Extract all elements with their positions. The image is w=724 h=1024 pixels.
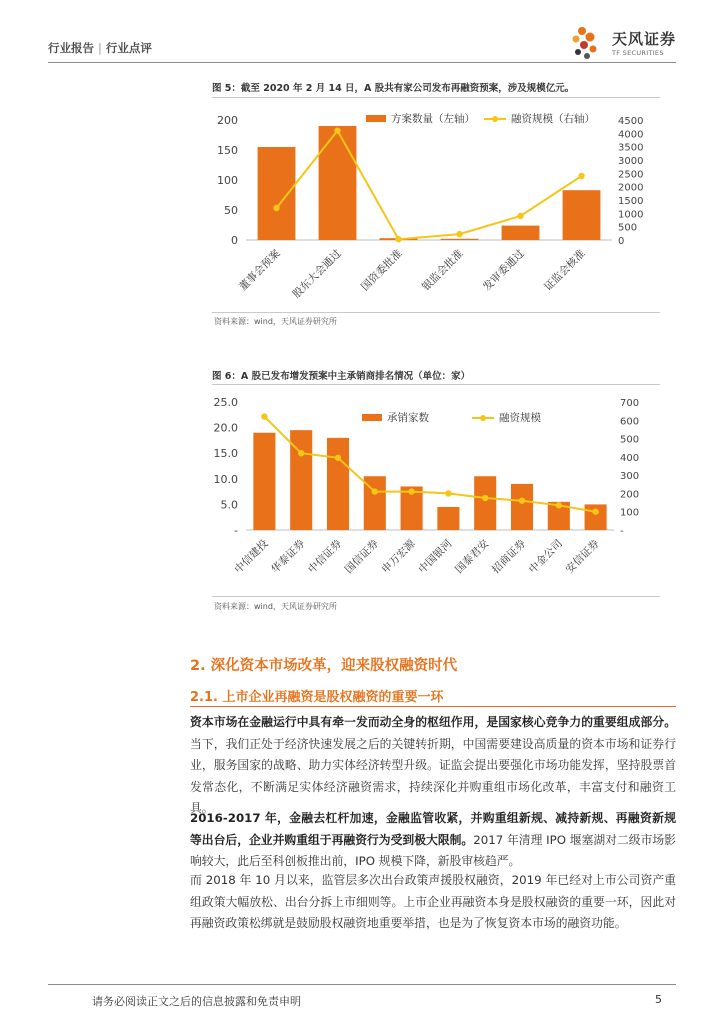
line-point-发审委通过 <box>517 213 523 219</box>
line-point-国泰君安 <box>482 495 488 501</box>
bar-中信证券 <box>327 438 349 530</box>
legend-line-marker <box>480 415 486 421</box>
line-point-股东大会通过 <box>334 127 340 133</box>
y-left-tick-label: 20.0 <box>213 421 238 435</box>
legend-line-marker <box>492 116 498 122</box>
x-category-label: 国泰君安 <box>453 537 492 576</box>
bar-银监会批准 <box>441 239 479 240</box>
bar-发审委通过 <box>502 226 540 240</box>
line-series-融资规模 <box>264 417 595 512</box>
paragraph-1-lead: 资本市场在金融运行中具有牵一发而动全身的枢纽作用，是国家核心竞争力的重要组成部分。 <box>190 715 676 729</box>
line-point-国信证券 <box>372 488 378 494</box>
y-left-tick-label: 0 <box>231 234 238 247</box>
x-category-label: 中信建投 <box>232 537 271 576</box>
bar-招商证券 <box>511 484 533 530</box>
bar-董事会预案 <box>258 147 296 240</box>
bar-股东大会通过 <box>319 126 357 240</box>
logo-chinese-name: 天风证券 <box>612 30 677 48</box>
y-right-tick-label: 500 <box>618 222 638 234</box>
bar-国泰君安 <box>474 476 496 530</box>
y-left-tick-label: - <box>234 524 238 537</box>
section-title: 2. 深化资本市场改革，迎来股权融资时代 <box>190 658 458 674</box>
figure6-bottom-rule <box>212 596 660 597</box>
figure5-chart <box>212 100 660 310</box>
report-category: 行业报告 <box>48 41 94 55</box>
legend-bar-label: 方案数量（左轴） <box>391 113 475 125</box>
footer-divider <box>48 984 676 985</box>
y-right-tick-label: 100 <box>620 507 640 519</box>
y-left-tick-label: 25.0 <box>213 396 238 409</box>
subsection-title: 2.1. 上市企业再融资是股权融资的重要一环 <box>190 690 444 705</box>
y-right-tick-label: - <box>620 526 624 537</box>
report-subcategory: 行业点评 <box>105 41 152 55</box>
x-category-label: 董事会预案 <box>237 247 283 294</box>
footer-disclaimer: 请务必阅读正文之后的信息披露和免责申明 <box>92 995 301 1008</box>
y-right-tick-label: 3000 <box>618 156 644 167</box>
x-category-label: 中国银河 <box>416 537 455 576</box>
y-right-tick-label: 400 <box>620 452 640 464</box>
y-right-tick-label: 700 <box>620 398 640 409</box>
y-right-tick-label: 2500 <box>618 169 644 181</box>
line-point-中金公司 <box>556 502 562 508</box>
figure5-bottom-rule <box>212 312 660 313</box>
y-left-tick-label: 200 <box>217 114 238 127</box>
y-right-tick-label: 4000 <box>618 129 644 141</box>
bar-中信建投 <box>253 433 275 530</box>
x-category-label: 中金公司 <box>526 537 565 576</box>
subsection-divider <box>190 706 676 707</box>
y-right-tick-label: 200 <box>620 489 640 501</box>
x-category-label: 中信证券 <box>305 537 345 576</box>
y-left-tick-label: 100 <box>217 174 238 187</box>
figure5-source: 资料来源：wind，天风证券研究所 <box>214 317 337 326</box>
y-left-tick-label: 50 <box>224 204 238 217</box>
legend-bar-swatch <box>362 414 382 421</box>
y-left-tick-label: 5.0 <box>220 498 238 512</box>
line-point-招商证券 <box>519 498 525 504</box>
figure6-source: 资料来源：wind，天风证券研究所 <box>214 602 337 611</box>
figure5-top-rule <box>212 97 660 98</box>
y-right-tick-label: 3500 <box>618 142 644 154</box>
line-point-中信建投 <box>261 413 267 419</box>
line-point-中信证券 <box>335 455 341 461</box>
line-point-国资委批准 <box>395 236 401 242</box>
line-point-中国银河 <box>445 490 451 496</box>
x-category-label: 股东大会通过 <box>290 247 344 301</box>
header-divider <box>48 62 676 63</box>
legend-bar-swatch <box>366 115 386 122</box>
paragraph-1-body: 当下，我们正处于经济快速发展之后的关键转折期，中国需要建设高质量的资本市场和证券行业，服务国家的战略、助力实体经济转型升级。证监会提出要强化市场功能发挥，坚持股票首发常态化，不断满足实体经济融资需求，持续深化并购重组市场化改革，丰富支付和融资工具。 <box>190 736 676 815</box>
y-left-tick-label: 15.0 <box>213 447 238 461</box>
x-category-label: 国资委批准 <box>359 247 405 294</box>
y-right-tick-label: 1500 <box>618 196 644 207</box>
paragraph-3: 而 2018 年 10 月以来，监管层多次出台政策声援股权融资，2019 年已经对上市公司资产重组政策大幅放松、出台分拆上市细则等。上市企业再融资本身是股权融资的重要一环，因此对再融资政策松绑就是鼓励股权融资地重要举措，也是为了恢复资本市场的融资功能。 <box>190 873 676 930</box>
x-category-label: 申万宏源 <box>379 537 418 576</box>
figure5-title: 图 5：截至 2020 年 2 月 14 日，A 股共有家公司发布再融资预案，涉及规模亿元。 <box>212 83 575 94</box>
line-point-安信证券 <box>592 509 598 515</box>
report-type <box>48 40 152 56</box>
y-right-tick-label: 4500 <box>618 116 644 127</box>
header-separator: | <box>98 41 102 55</box>
x-category-label: 银监会批准 <box>420 247 466 294</box>
figure6-title: 图 6：A 股已发布增发预案中主承销商排名情况（单位：家） <box>212 371 471 382</box>
bar-安信证券 <box>585 504 607 530</box>
y-right-tick-label: 0 <box>618 236 625 247</box>
y-left-tick-label: 150 <box>217 144 238 157</box>
y-left-tick-label: 10.0 <box>213 472 238 486</box>
logo-english-name: TF SECURITIES <box>612 49 664 57</box>
bar-证监会核准 <box>563 190 601 240</box>
y-right-tick-label: 300 <box>620 471 640 483</box>
x-category-label: 安信证券 <box>563 537 602 576</box>
y-right-tick-label: 500 <box>620 434 640 446</box>
x-category-label: 华泰证券 <box>269 537 308 576</box>
x-category-label: 证监会核准 <box>542 247 588 294</box>
legend-bar-label: 承销家数 <box>387 412 429 424</box>
paragraph-1 <box>190 712 676 820</box>
x-category-label: 国信证券 <box>342 537 381 576</box>
x-category-label: 招商证券 <box>489 537 529 576</box>
line-point-申万宏源 <box>408 488 414 494</box>
page-number: 5 <box>655 993 662 1006</box>
y-right-tick-label: 2000 <box>618 182 644 194</box>
legend-line-label: 融资规模 <box>499 412 541 424</box>
line-point-银监会批准 <box>456 231 462 237</box>
line-point-华泰证券 <box>298 450 304 456</box>
line-point-董事会预案 <box>273 205 279 211</box>
paragraph-2 <box>190 808 676 873</box>
paragraph-2-body: 2017 年清理 IPO 堰塞湖对二级市场影响较大，此后至科创板推出前，IPO 规模下降，新股审核趋严。 <box>190 832 676 868</box>
bar-中国银河 <box>437 507 459 530</box>
legend-line-label: 融资规模（右轴） <box>511 113 595 125</box>
y-right-tick-label: 600 <box>620 416 640 428</box>
y-right-tick-label: 1000 <box>618 209 644 221</box>
figure6-top-rule <box>212 384 660 385</box>
paragraph-2-lead: 2016-2017 年，金融去杠杆加速，金融监管收紧，并购重组新规、减持新规、再融资新规等出台后，企业并购重组于再融资行为受到极大限制。 <box>190 811 676 847</box>
line-point-证监会核准 <box>578 173 584 179</box>
x-category-label: 发审委通过 <box>481 247 527 294</box>
figure6-chart <box>212 388 660 594</box>
